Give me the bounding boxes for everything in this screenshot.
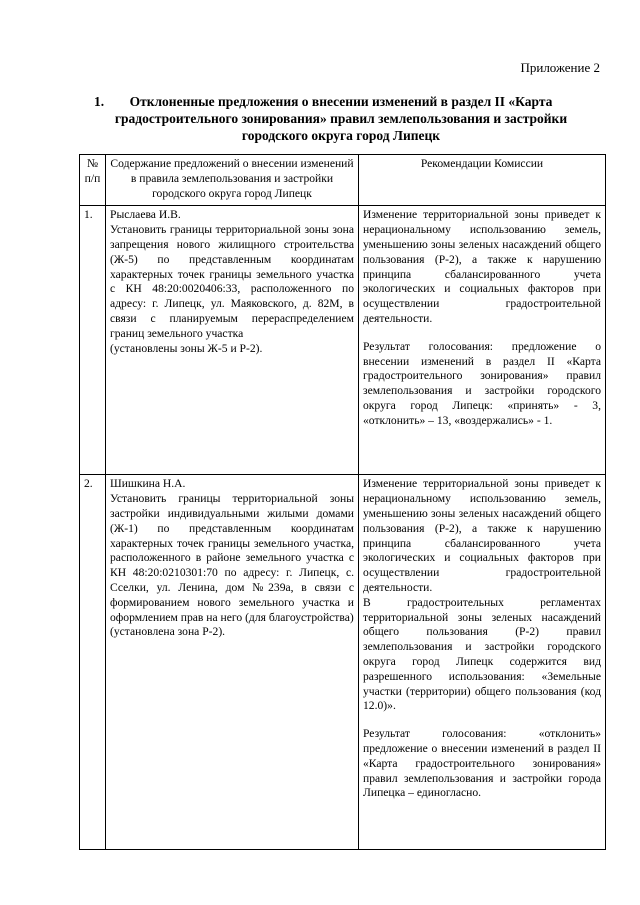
rec-paragraph: В градостроительных регламентах территориальной зоны зеленых насаждений общего пользования (Р-2) правил землепользования и застройки городского округа город Липецк содержится вид разрешенного использования: «Земельные участки (территории) общего пользования (код 12.0)». bbox=[363, 595, 601, 713]
header-num: № п/п bbox=[80, 155, 106, 206]
rec-paragraph: Результат голосования: «отклонить» предложение о внесении изменений в раздел II «Карта градостроительного зонирования» правил землепользования и застройки города Липецка – единогласно. bbox=[363, 727, 601, 800]
row-num: 1. bbox=[80, 206, 106, 475]
rec-paragraph: Изменение территориальной зоны приведет к нерациональному использованию земель, уменьшению зоны зеленых насаждений общего пользования (Р-2), а также к нарушению принципа сбалансированного учета экологических и социальных факторов при осуществлении градостроительной деятельности. bbox=[363, 477, 601, 594]
row-proposal bbox=[106, 206, 359, 475]
rec-paragraph: Изменение территориальной зоны приведет к нерациональному использованию земель, уменьшению зоны зеленых насаждений общего пользования (Р-2), а также к нарушению принципа сбалансированного учета экологических и социальных факторов при осуществлении градостроительной деятельности. bbox=[363, 208, 601, 325]
applicant-name: Шишкина Н.А. bbox=[110, 477, 186, 491]
zone-note: (установлены зоны Ж-5 и Р-2). bbox=[110, 341, 263, 355]
appendix-label: Приложение 2 bbox=[520, 60, 600, 75]
table-header-row bbox=[80, 155, 606, 206]
section-heading bbox=[86, 93, 596, 144]
proposal-text: Установить границы территориальной зоны застройки индивидуальными жилыми домами (Ж-1) по представленным координатам характерных точек границы земельного участка, расположенного в районе земельного участка с КН 48:20:0210301:70 по адресу: г. Липецк, с. Сселки, ул. Ленина, дом №239а, в связи с формированием нового земельного участка и оформлением прав на него (для благоустройства) bbox=[110, 492, 354, 624]
rec-paragraph: Результат голосования: предложение о внесении изменений в раздел II «Карта градостроительного зонирования» правил землепользования и застройки городского округа город Липецк: «принять» - 3, «отклонить» – 13, «воздержались» - 1. bbox=[363, 339, 601, 427]
table-row bbox=[80, 206, 606, 475]
table-row bbox=[80, 475, 606, 850]
heading-text: Отклоненные предложения о внесении изменений в раздел II «Карта градостроительного зонирования» правил землепользования и застройки городского округа город Липецк bbox=[114, 94, 568, 143]
header-content: Содержание предложений о внесении изменений в правила землепользования и застройки городского округа город Липецк bbox=[106, 155, 359, 206]
proposals-table bbox=[79, 154, 606, 850]
row-recommendation bbox=[359, 475, 606, 850]
row-num: 2. bbox=[80, 475, 106, 850]
row-recommendation bbox=[359, 206, 606, 475]
proposal-text: Установить границы территориальной зоны зона запрещения нового жилищного строительства (Ж-5) по представленным координатам характерных точек границы земельного участка с КН 48:20:0020406:33, расположенного по адресу: г. Липецк, ул. Маяковского, д. 82М, в связи с планируемым перераспределением границ земельного участка bbox=[110, 223, 354, 340]
applicant-name: Рыслаева И.В. bbox=[110, 208, 181, 222]
zone-note: (установлена зона Р-2). bbox=[110, 625, 226, 639]
row-proposal bbox=[106, 475, 359, 850]
heading-number: 1. bbox=[94, 94, 105, 109]
header-recommendation: Рекомендации Комиссии bbox=[359, 155, 606, 206]
